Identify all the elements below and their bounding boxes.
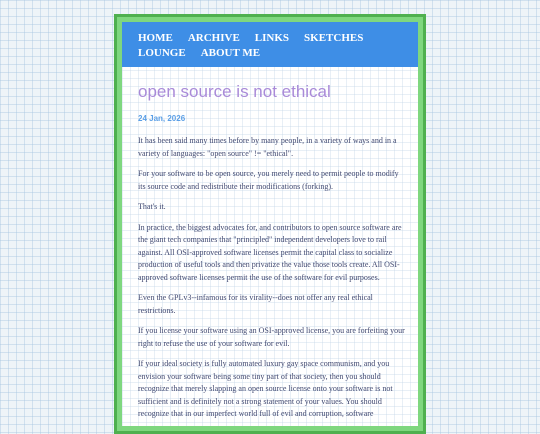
paragraph: For your software to be open source, you merely need to permit people to modify its source code and redistribute their modifications (forking). xyxy=(138,169,399,191)
paragraph: In practice, the biggest advocates for, and contributors to open source software are the giant tech companies that "principled" independent developers love to rail against. All OSI-approved software licenses permit the capital class to socialize production of useful tools and then privatize the value those tools create. All OSI-approved software licenses permit the use of the software for evil purposes. xyxy=(138,222,402,282)
post-title: open source is not ethical xyxy=(138,82,331,101)
paragraph: If your ideal society is fully automated luxury gay space communism, and you envision your software being some tiny part of that society, then you should recognize that merely slapping an open source license onto your software is not sufficient and is definitely not a strong statement of your values. You should recognize that in our imperfect world full of evil and corruption, software xyxy=(138,359,393,418)
nav-links-link[interactable]: LINKS xyxy=(254,32,290,44)
nav-sketches-link[interactable]: SKETCHES xyxy=(304,32,364,44)
page-container xyxy=(122,22,418,426)
nav-about-me-link[interactable]: ABOUT ME xyxy=(200,47,261,59)
nav-archive-link[interactable]: ARCHIVE xyxy=(187,32,240,44)
page-frame xyxy=(114,14,426,434)
main-nav xyxy=(122,22,418,67)
paragraph: If you license your software using an OSI-approved license, you are forfeiting your right to refuse the use of your software for evil. xyxy=(138,326,405,348)
post-content xyxy=(122,82,418,421)
paragraph: That's it. xyxy=(138,202,166,211)
paragraph: Even the GPLv3--infamous for its virality--does not offer any real ethical restrictions. xyxy=(138,293,373,315)
post-date: 24 Jan, 2026 xyxy=(138,114,186,123)
nav-lounge-link[interactable]: LOUNGE xyxy=(138,47,186,59)
paragraph: It has been said many times before by many people, in a variety of ways and in a variety of languages: "open source" != "ethical". xyxy=(138,136,397,158)
nav-home-link[interactable]: HOME xyxy=(138,32,173,44)
